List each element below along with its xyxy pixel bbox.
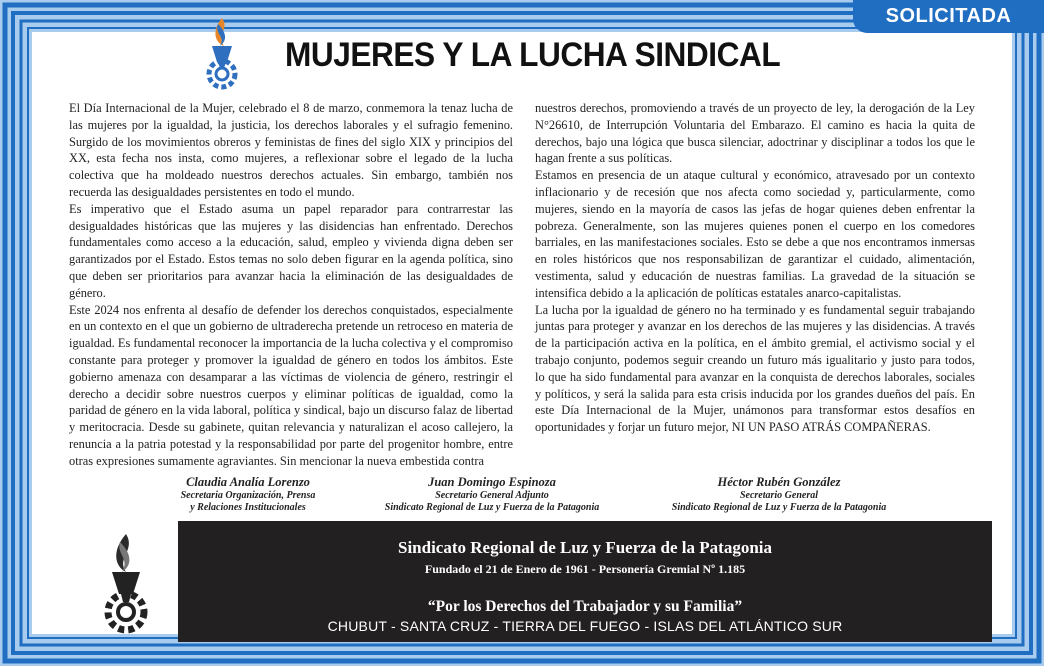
signature-role: Secretario General [739, 490, 819, 501]
footer-banner [178, 521, 992, 642]
union-motto: “Por los Derechos del Trabajador y su Familia” [427, 598, 743, 615]
text-column-left [69, 100, 513, 470]
signature-role: Secretario General Adjunto [435, 490, 549, 501]
page-title: MUJERES Y LA LUCHA SINDICAL [285, 36, 781, 74]
paragraph: nuestros derechos, promoviendo a través de un proyecto de ley, la derogación de la Ley N°26610, de Interrupción Voluntaria del Embarazo. El camino es hacia la quita de derechos, bajo una lógica que busca silenciar, adoctrinar y disciplinar a todos los que le hagan frente a sus políticas. [535, 101, 975, 166]
signature-lorenzo [138, 474, 358, 513]
torch-gear-logo-icon [96, 532, 156, 636]
paragraph: Estamos en presencia de un ataque cultural y económico, atravesado por un contexto inflacionario y de recesión que nos afecta como sociedad y, particularmente, como mujeres, siendo en la mayoría de casos las jefas de hogar quienes deben enfrentar la pobreza. Generalmente, son las mujeres quienes ponen el cuerpo en los comedores barriales, en las manifestaciones sociales. Esto se debe a que nos encontramos inmersas en roles históricos que nos responsabilizan de garantizar el cuidado, alimentación, vestimenta, salud y educación de nuestras familias. La gravedad de la situación se intensifica debido a la aplicación de políticas estatales anarco-capitalistas. [535, 168, 975, 300]
text-column-right [535, 100, 975, 436]
paragraph: Es imperativo que el Estado asuma un papel reparador para contrarrestar las desigualdades históricas que las mujeres y las disidencias han enfrentado. Derechos fundamentales como acceso a la educación, salud, empleo y vivienda digna deben ser garantizados por el Estado. Estos temas no solo deben figurar en la agenda política, sino que deben ser prioritarios para avanzar hacia la eliminación de las desigualdades de género. [69, 201, 513, 300]
signature-gonzalez [650, 474, 908, 513]
solicitada-badge: SOLICITADA [853, 0, 1044, 33]
paragraph: Este 2024 nos enfrenta al desafío de defender los derechos conquistados, especialmente en un contexto en el que un gobierno de ultraderecha pretende un retroceso en materia de igualdad. Es fundamental reconocer la importancia de la lucha colectiva y el compromiso constante para proteger y promover la igualdad de género en todos los ámbitos. Este gobierno amenaza con desamparar a las víctimas de violencia de género, restringir el derecho a decidir sobre nuestros cuerpos y eliminar políticas de igualdad, como la paridad de género en la vida laboral, política y sindical, bajo un discurso falaz de libertad y meritocracia. Desde su gabinete, quitan relevancia y naturalizan el acoso callejero, la renuncia a la patria potestad y la responsabilidad por parte del progenitor hombre, entre otras expresiones sumamente agraviantes. Sin mencionar la nueva embestida contra [69, 302, 513, 468]
paragraph: La lucha por la igualdad de género no ha terminado y es fundamental seguir trabajando juntas para proteger y avanzar en los derechos de las mujeres y las disidencias. A través de la participación activa en la política, en el ámbito gremial, el activismo social y el trabajo conjunto, podemos seguir creando un futuro más igualitario y justo para todos, lo que ha sido fundamental para avanzar en la conquista de derechos laborales, sociales y políticos, y será la salida para esta crisis inducida por los grandes dueños del país. En este Día Internacional de la Mujer, unámonos para transformar estos desafíos en oportunidades y forjar un futuro mejor, NI UN PASO ATRÁS COMPAÑERAS. [535, 302, 975, 435]
regions-line: CHUBUT - SANTA CRUZ - TIERRA DEL FUEGO - ISLAS DEL ATLÁNTICO SUR [327, 618, 843, 634]
signature-name: Juan Domingo Espinoza [428, 475, 556, 489]
union-name: Sindicato Regional de Luz y Fuerza de la Patagonia [398, 538, 772, 557]
signature-espinoza [362, 474, 622, 513]
signature-role: Sindicato Regional de Luz y Fuerza de la Patagonia [671, 501, 887, 513]
signature-role: Sindicato Regional de Luz y Fuerza de la Patagonia [384, 501, 600, 513]
torch-gear-logo-icon [200, 16, 244, 92]
founded-line: Fundado el 21 de Enero de 1961 - Personería Gremial Nº 1.185 [424, 562, 746, 576]
signature-role: Secretaria Organización, Prensa [180, 490, 316, 501]
signature-name: Claudia Analía Lorenzo [186, 475, 310, 489]
paragraph: El Día Internacional de la Mujer, celebrado el 8 de marzo, conmemora la tenaz lucha de las mujeres por la igualdad, la justicia, los derechos laborales y el sufragio femenino. Surgido de los movimientos obreros y feministas de fines del siglo XIX y principios del XX, esta fecha nos insta, como mujeres, a reflexionar sobre el legado de la lucha colectiva que ha moldeado nuestros derechos actuales. Sin embargo, también nos recuerda las desigualdades persistentes en todo el mundo. [69, 101, 513, 199]
signature-role: y Relaciones Institucionales [190, 501, 306, 513]
signature-name: Héctor Rubén González [717, 475, 841, 489]
